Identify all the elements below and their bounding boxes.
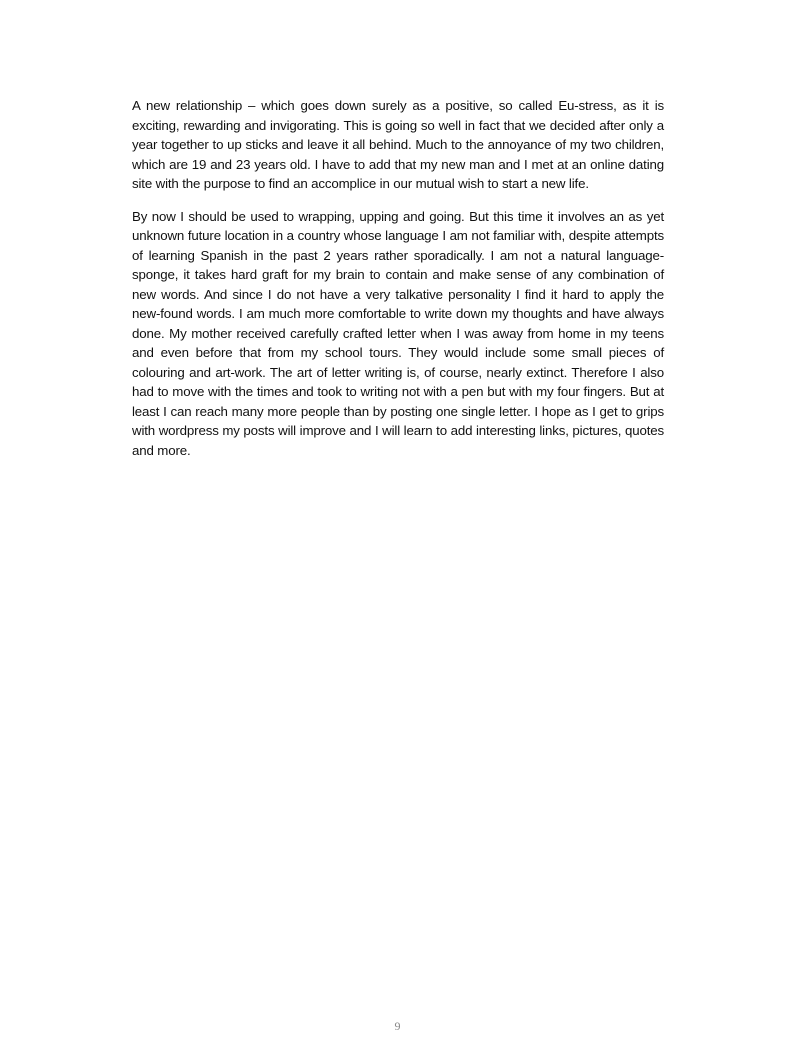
- paragraph: By now I should be used to wrapping, upping and going. But this time it involves an as yet unknown future location in a country whose language I am not familiar with, despite attempts of learning Spanish in the past 2 years rather sporadically. I am not a natural language-sponge, it takes hard graft for my brain to contain and make sense of any combination of new words. And since I do not have a very talkative personality I find it hard to apply the new-found words. I am much more comfortable to write down my thoughts and have always done. My mother received carefully crafted letter when I was away from home in my teens and even before that from my school tours. They would include some small pieces of colouring and art-work. The art of letter writing is, of course, nearly extinct. Therefore I also had to move with the times and took to writing not with a pen but with my four fingers. But at least I can reach many more people than by posting one single letter. I hope as I get to grips with wordpress my posts will improve and I will learn to add interesting links, pictures, quotes and more.: [132, 208, 664, 458]
- body-text: [132, 96, 664, 473]
- page-number: 9: [394, 1019, 401, 1033]
- paragraph: A new relationship – which goes down surely as a positive, so called Eu-stress, as it is exciting, rewarding and invigorating. This is going so well in fact that we decided after only a year together to up sticks and leave it all behind. Much to the annoyance of my two children, which are 19 and 23 years old. I have to add that my new man and I met at an online dating site with the purpose to find an accomplice in our mutual wish to start a new life.: [132, 98, 664, 191]
